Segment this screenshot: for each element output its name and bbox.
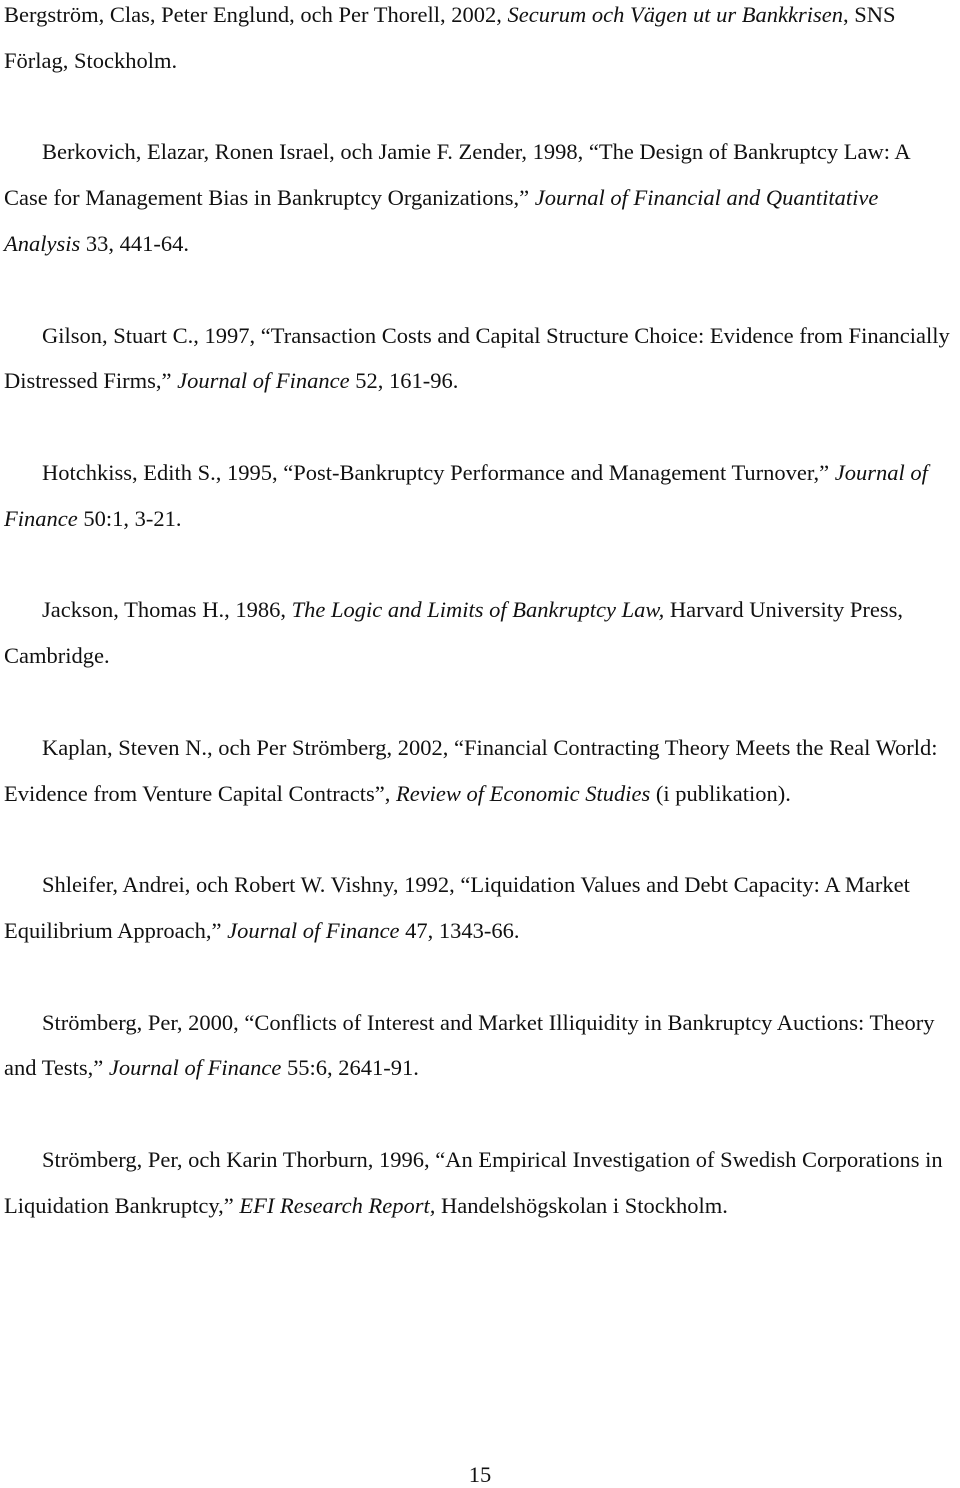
- reference-text: Hotchkiss, Edith S., 1995, “Post-Bankruptcy Performance and Management Turnover,”: [42, 459, 835, 485]
- reference-text: Kaplan, Steven N., och Per Strömberg, 2002, “Financial Contracting Theory Meets the Real World: Evidence from Venture Capital Contracts”,: [4, 734, 938, 806]
- reference-text: (i publikation).: [650, 780, 791, 806]
- reference-italic-title: Journal of Finance: [227, 917, 400, 943]
- reference-entry: [4, 129, 956, 266]
- reference-text: Strömberg, Per, 2000, “Conflicts of Interest and Market Illiquidity in Bankruptcy Auctions: Theory and Tests,”: [4, 1009, 935, 1081]
- reference-italic-title: Review of Economic Studies: [395, 780, 651, 806]
- reference-italic-title: EFI Research Report,: [239, 1192, 436, 1218]
- reference-text: Bergström, Clas, Peter Englund, och Per Thorell, 2002,: [4, 2, 508, 27]
- reference-entry: [4, 1137, 956, 1229]
- reference-entry: [4, 0, 956, 84]
- reference-italic-title: Journal of Financial and Quantitative Analysis: [4, 185, 879, 256]
- reference-italic-title: Securum och Vägen ut ur Bankkrisen: [507, 2, 844, 27]
- reference-entry: [4, 862, 956, 954]
- reference-text: Strömberg, Per, och Karin Thorburn, 1996, “An Empirical Investigation of Swedish Corporations in Liquidation Bankruptcy,”: [4, 1146, 943, 1218]
- reference-text: 55:6, 2641-91.: [281, 1055, 419, 1081]
- reference-text: 52, 161-96.: [349, 368, 459, 394]
- reference-entry: [4, 1000, 956, 1092]
- reference-text: Harvard University Press, Cambridge.: [4, 597, 903, 669]
- reference-text: Gilson, Stuart C., 1997, “Transaction Costs and Capital Structure Choice: Evidence from Financially Distressed Firms,”: [4, 322, 950, 394]
- reference-italic-title: Journal of Finance: [108, 1055, 282, 1081]
- reference-entry: [4, 313, 956, 405]
- reference-text: Shleifer, Andrei, och Robert W. Vishny, 1992, “Liquidation Values and Debt Capacity: A Market Equilibrium Approach,”: [4, 872, 910, 943]
- reference-entry: [4, 587, 956, 679]
- page-number: 15: [468, 1462, 492, 1487]
- reference-italic-title: Journal of Finance: [177, 368, 350, 394]
- reference-entry: [4, 450, 956, 542]
- reference-text: Handelshögskolan i Stockholm.: [435, 1192, 728, 1218]
- reference-entry: [4, 725, 956, 817]
- reference-text: 47, 1343-66.: [399, 917, 520, 943]
- reference-italic-title: The Logic and Limits of Bankruptcy Law,: [291, 597, 665, 623]
- reference-text: Jackson, Thomas H., 1986,: [42, 597, 292, 623]
- reference-text: Berkovich, Elazar, Ronen Israel, och Jamie F. Zender, 1998, “The Design of Bankruptcy Law: A Case for Management Bias in Bankruptcy Organizations,”: [4, 139, 910, 211]
- reference-text: , SNS Förlag, Stockholm.: [4, 2, 896, 73]
- reference-list: [4, 0, 956, 1274]
- reference-text: 33, 441-64.: [80, 230, 189, 256]
- reference-text: 50:1, 3-21.: [77, 505, 182, 531]
- reference-italic-title: Journal of Finance: [4, 459, 928, 531]
